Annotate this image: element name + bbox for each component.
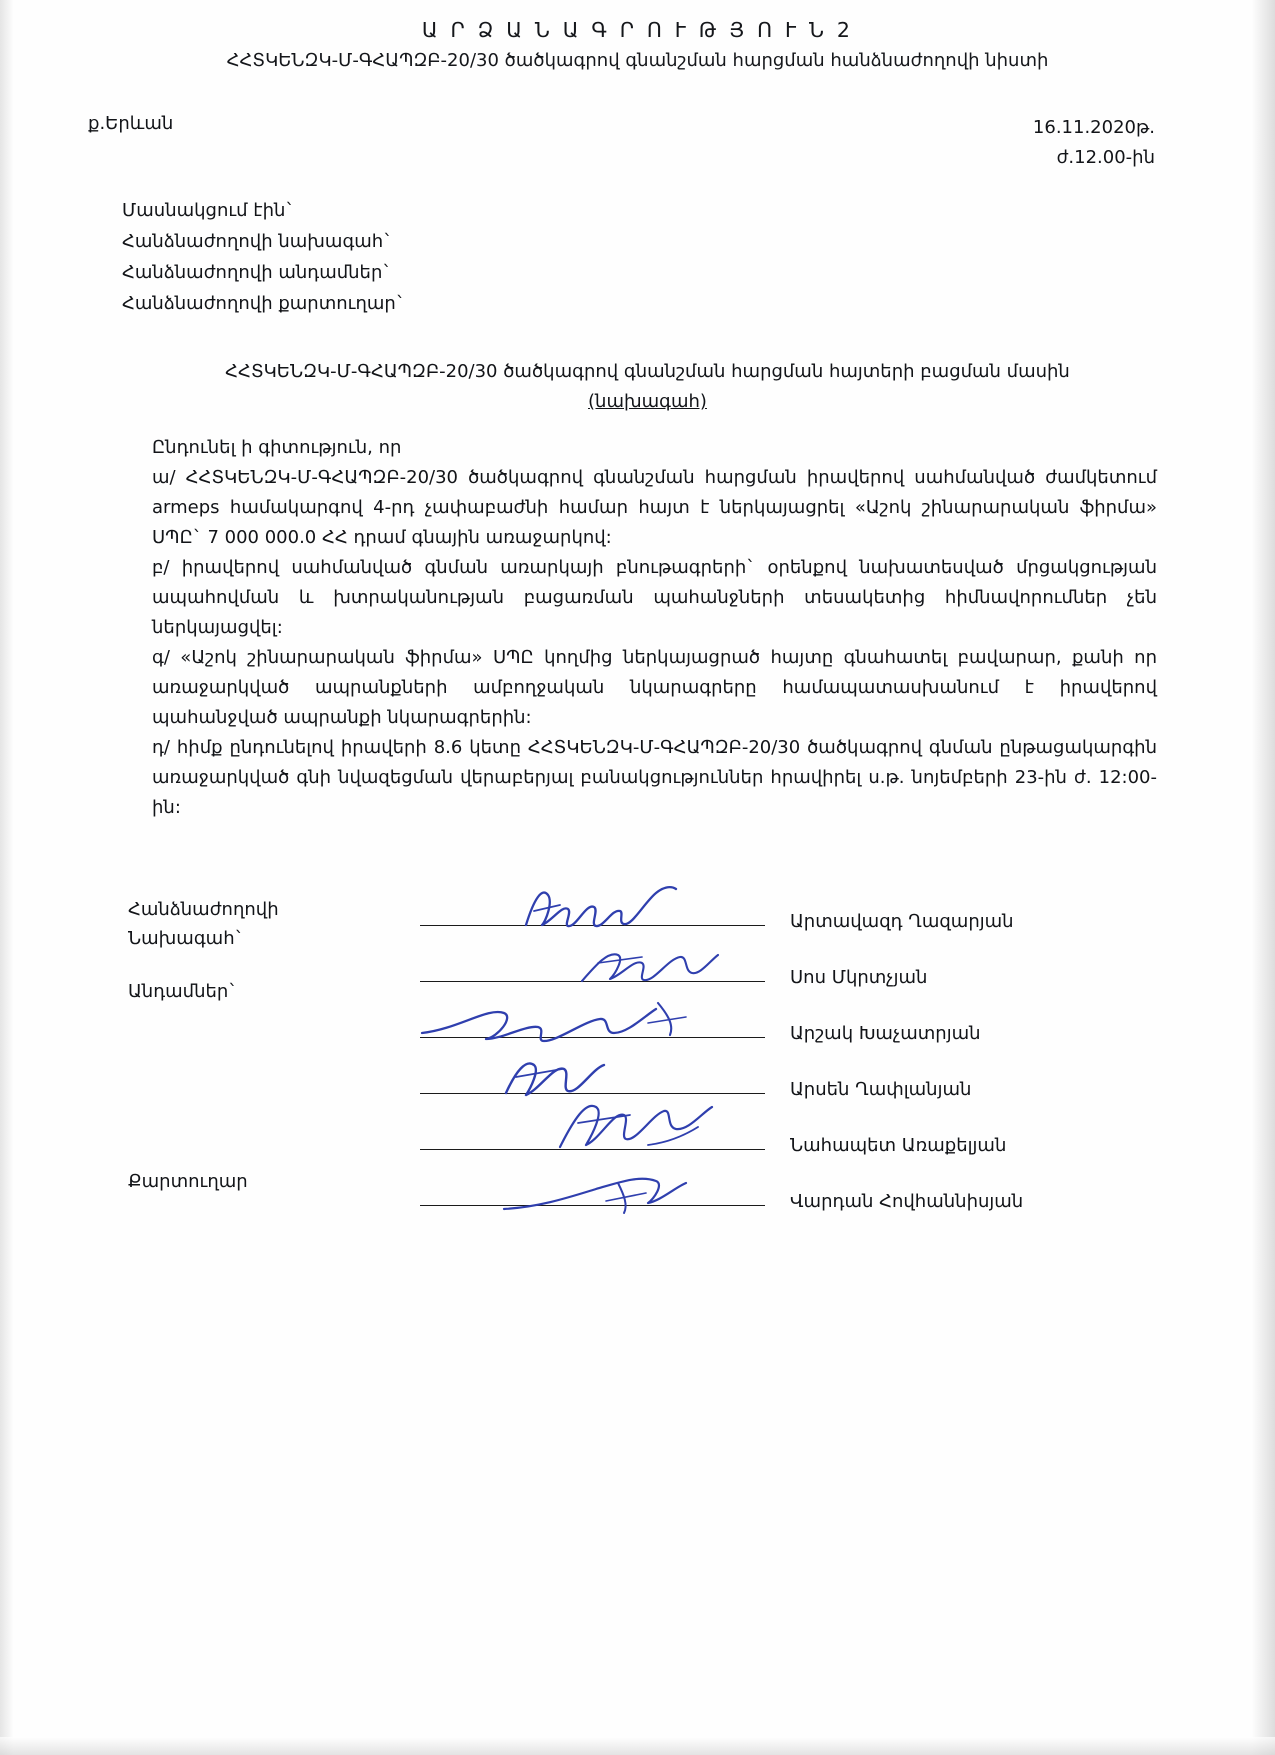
attendees-line-2: Հանձնաժողովի անդամներ` [122, 262, 392, 283]
agenda-line-1: ՀՀՏԿԵՆԶԿ-Մ-ԳՀԱՊԶԲ-20/30 ծածկագրով գնանշման հարցման հայտերի բացման մասին [225, 361, 1070, 382]
signature-mark-1 [520, 881, 720, 941]
signature-mark-3 [418, 993, 748, 1055]
signature-name-3: Արշակ Խաչատրյան [790, 1023, 981, 1044]
signature-mark-6 [500, 1167, 720, 1225]
attendees-line-0: Մասնակցում էին` [122, 200, 295, 221]
attendees-line-3: Հանձնաժողովի քարտուղար` [122, 293, 405, 314]
document-title: Ա Ր Ձ Ա Ն Ա Գ Ր Ո Ւ Թ Յ Ո Ւ Ն 2 [421, 18, 854, 42]
role-members: Անդամներ` [128, 981, 238, 1002]
attendees-block [122, 195, 1275, 319]
body-block [126, 433, 1157, 823]
document-subtitle: ՀՀՏԿԵՆԶԿ-Մ-ԳՀԱՊԶԲ-20/30 ծածկագրով գնանշման հարցման հանձնաժողովի նիստի [226, 50, 1049, 71]
scan-edge-bottom [0, 1737, 1275, 1755]
signature-name-4: Արսեն Ղափլանյան [790, 1079, 972, 1100]
attendees-line-1: Հանձնաժողովի նախագահ` [122, 231, 393, 252]
signature-mark-2 [578, 941, 748, 993]
signature-name-5: Նահապետ Առաքելյան [790, 1135, 1007, 1156]
body-paragraph-c: գ/ «Աշոկ շինարարական ֆիրմա» ՍՊԸ կողմից ներկայացրած հայտը գնահատել բավարար, քանի որ առաջարկված ապրանքների ամբողջական նկարագրերը համապատասխանում է իրավերով պահանջված ապրանքի նկարագրերին: [152, 647, 1157, 728]
signature-mark-5 [552, 1097, 742, 1159]
signature-name-2: Սոս Մկրտչյան [790, 967, 928, 988]
signature-area [0, 885, 1275, 1215]
time-label: ժ.12.00-ին [1056, 147, 1155, 168]
body-paragraph-d: դ/ հիմք ընդունելով իրավերի 8.6 կետը ՀՀՏԿԵՆԶԿ-Մ-ԳՀԱՊԶԲ-20/30 ծածկագրով գնման ընթացակարգին առաջարկված գնի նվազեցման վերաբերյալ բանակցություններ հրավիրել ս.թ. նոյեմբերի 23-ին ժ. 12:00-ին: [152, 737, 1157, 818]
date-time-block [1033, 113, 1155, 173]
signature-name-1: Արտավազդ Ղազարյան [790, 911, 1014, 932]
agenda-line-2: (նախագահ) [588, 391, 707, 412]
agenda-block [0, 357, 1275, 417]
role-chair-line-2: Նախագահ` [128, 928, 244, 949]
signature-name-6: Վարդան Հովհաննիսյան [790, 1191, 1024, 1212]
date-label: 16.11.2020թ. [1032, 117, 1155, 138]
body-lead: Ընդունել ի գիտություն, որ [152, 437, 402, 458]
body-paragraph-b: բ/ իրավերով սահմանված գնման առարկայի բնութագրերի` օրենքով նախատեսված մրցակցության ապահովման և խտրականության բացառման պահանջների տեսակետից հիմնավորումներ չեն ներկայացվել: [152, 557, 1157, 638]
role-secretary: Քարտուղար [128, 1171, 248, 1192]
body-paragraph-a: ա/ ՀՀՏԿԵՆԶԿ-Մ-ԳՀԱՊԶԲ-20/30 ծածկագրով գնանշման հարցման իրավերով սահմանված ժամկետում armeps համակարգով 4-րդ չափաբաժնի համար հայտ է ներկայացրել «Աշոկ շինարարական ֆիրմա» ՍՊԸ` 7 000 000.0 ՀՀ դրամ գնային առաջարկով: [152, 467, 1157, 548]
role-chair [128, 895, 279, 953]
role-chair-line-1: Հանձնաժողովի [128, 899, 279, 920]
city-label: ք.Երևան [88, 113, 174, 134]
meta-row [0, 113, 1275, 173]
